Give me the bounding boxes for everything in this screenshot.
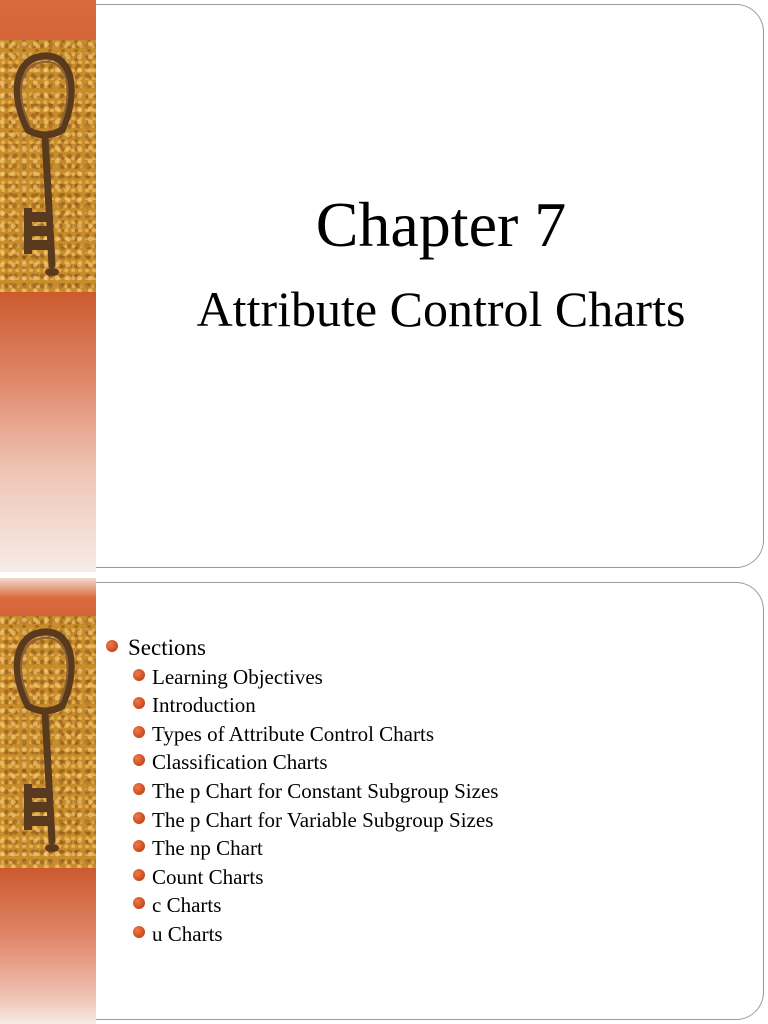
key-image — [0, 616, 96, 868]
list-item — [106, 663, 498, 692]
bullet-icon — [133, 754, 145, 766]
slide-2 — [0, 578, 768, 1024]
list-item — [106, 806, 498, 835]
list-item-label: Learning Objectives — [152, 664, 323, 689]
list-item-label: The p Chart for Variable Subgroup Sizes — [152, 807, 494, 832]
slide-subtitle: Attribute Control Charts — [196, 281, 686, 337]
list-item — [106, 891, 498, 920]
key-image — [0, 40, 96, 292]
list-item — [106, 691, 498, 720]
antique-key-icon — [0, 616, 96, 868]
list-heading — [106, 634, 498, 663]
bullet-icon — [133, 697, 145, 709]
list-item-label: Types of Attribute Control Charts — [152, 721, 435, 746]
list-item — [106, 834, 498, 863]
antique-key-icon — [0, 40, 96, 292]
list-item-label: Classification Charts — [152, 750, 328, 775]
bullet-icon — [133, 669, 145, 681]
list-item-label: c Charts — [152, 893, 222, 918]
list-heading-label: Sections — [128, 635, 206, 660]
list-item-label: Count Charts — [152, 864, 264, 889]
list-item-label: The np Chart — [152, 836, 263, 861]
list-item — [106, 863, 498, 892]
bullet-icon — [133, 783, 145, 795]
list-item — [106, 777, 498, 806]
list-item-label: Introduction — [152, 693, 256, 718]
list-item — [106, 748, 498, 777]
bullet-icon — [133, 869, 145, 881]
bullet-icon — [133, 840, 145, 852]
bullet-icon — [133, 926, 145, 938]
list-item-label: u Charts — [152, 921, 223, 946]
section-outline — [106, 634, 498, 949]
bullet-icon — [133, 726, 145, 738]
list-item — [106, 920, 498, 949]
slide-title: Chapter 7 — [315, 189, 567, 260]
bullet-icon — [133, 897, 145, 909]
bullet-icon — [133, 812, 145, 824]
bullet-icon — [106, 640, 118, 652]
list-item — [106, 720, 498, 749]
list-item-label: The p Chart for Constant Subgroup Sizes — [152, 778, 499, 803]
